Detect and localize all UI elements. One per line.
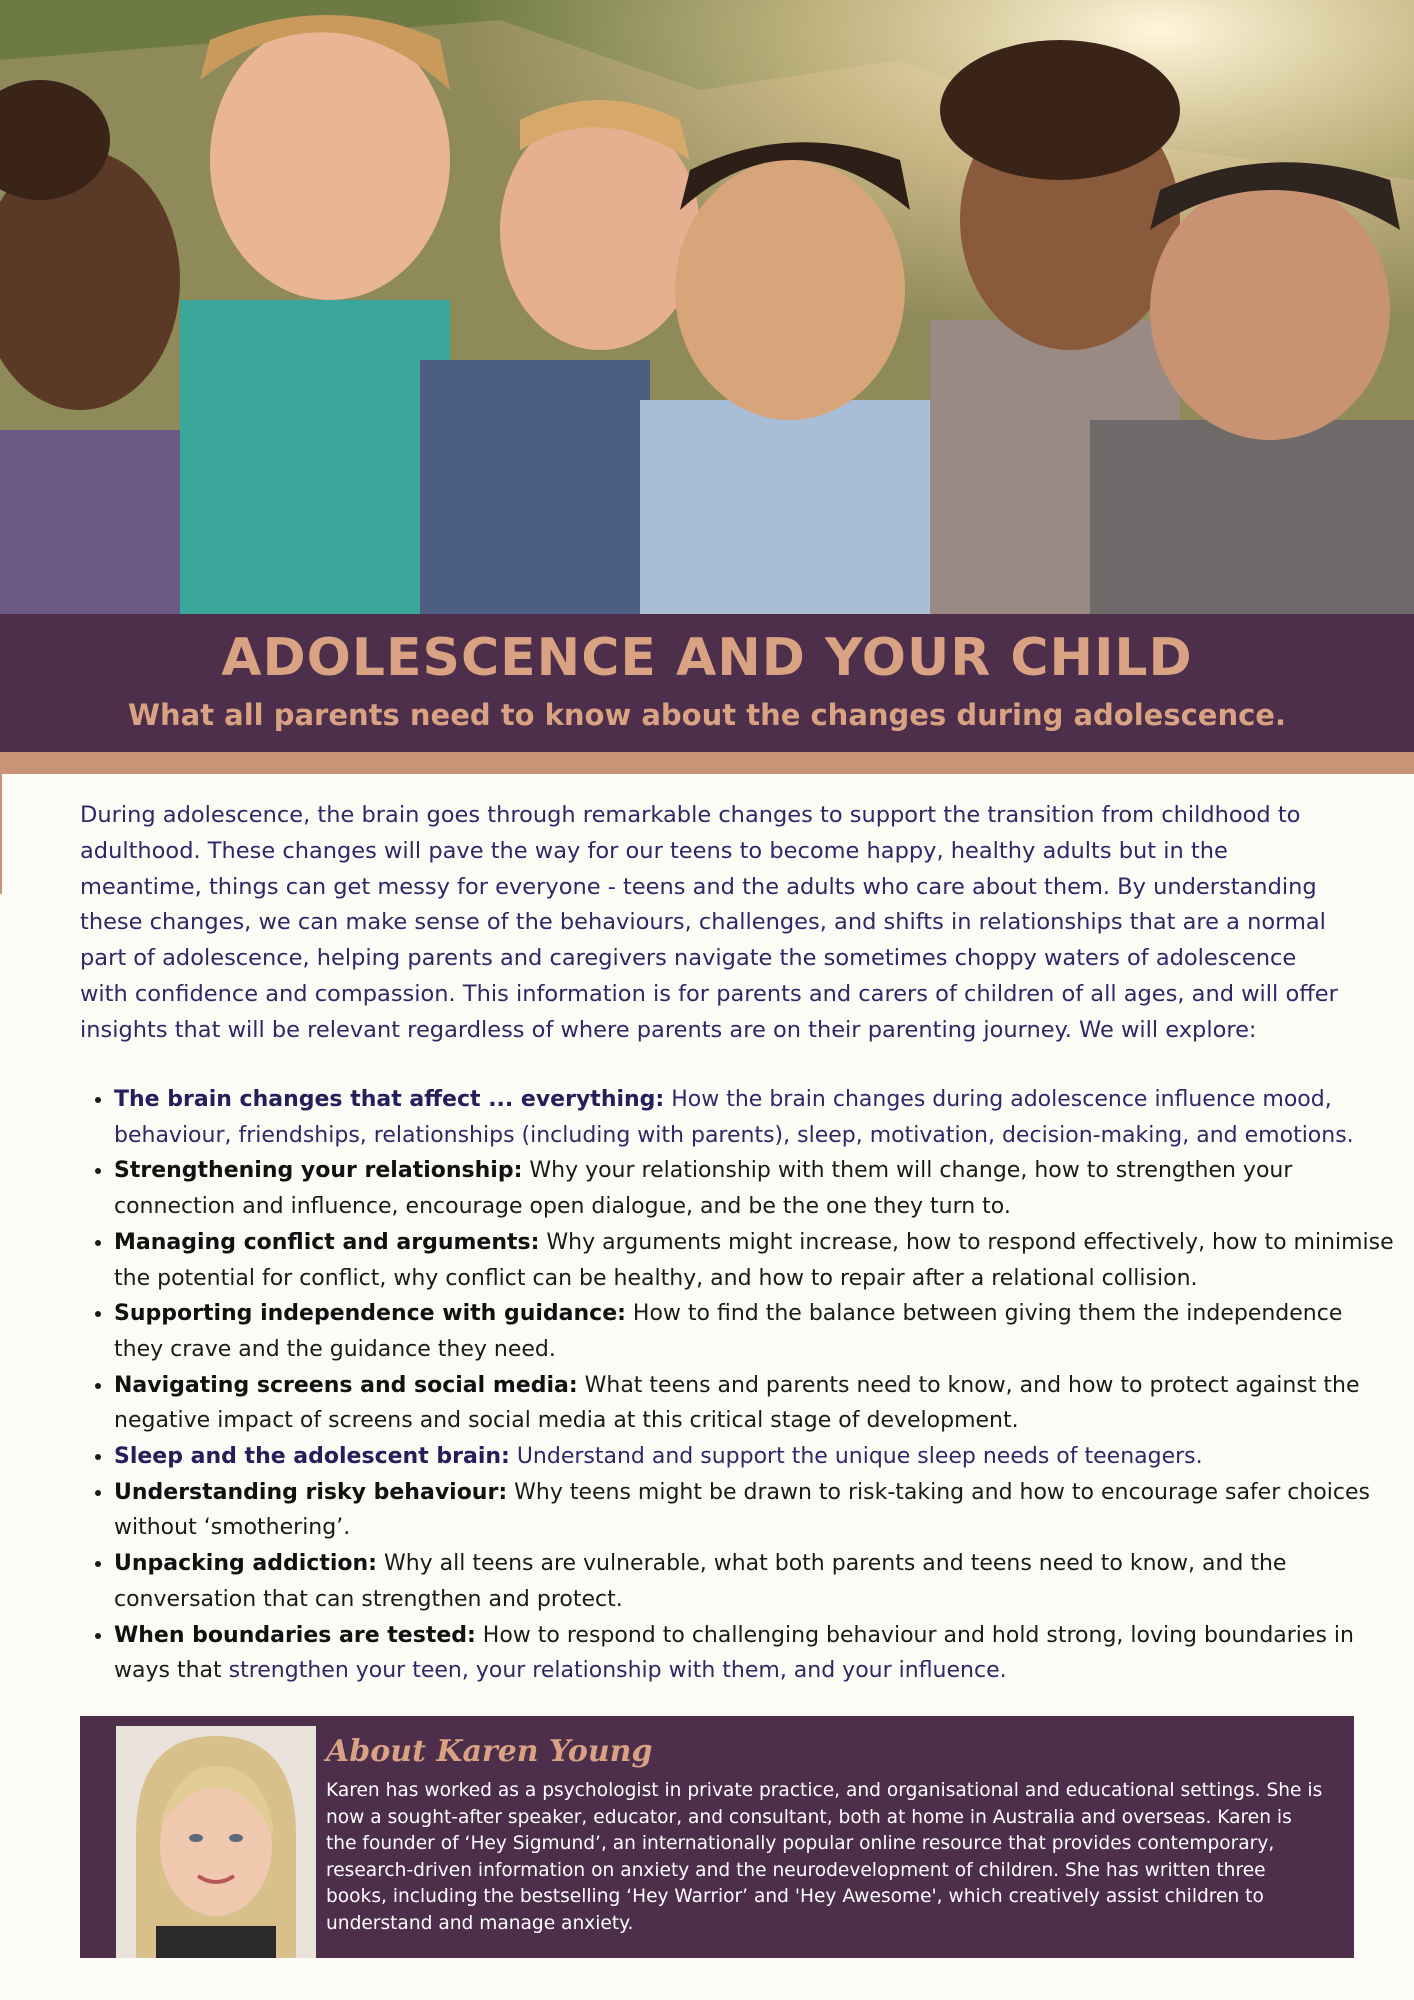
list-item — [114, 1082, 1394, 1153]
author-photo — [116, 1726, 316, 1958]
children-photo-illustration — [0, 0, 1414, 614]
page-subtitle: What all parents need to know about the changes during adolescence. — [128, 698, 1286, 732]
intro-paragraph: During adolescence, the brain goes through remarkable changes to support the transition from childhood to adulthood. These changes will pave the way for our teens to become happy, healthy adults but in the meantime, things can get messy for everyone - teens and the adults who care about them. By understanding these changes, we can make sense of the behaviours, challenges, and shifts in relationships that are a normal part of adolescence, helping parents and caregivers navigate the sometimes choppy waters of adolescence with confidence and compassion. This information is for parents and carers of children of all ages, and will offer insights that will be relevant regardless of where parents are on their parenting journey. We will explore: — [80, 802, 1338, 1043]
page-title: ADOLESCENCE AND YOUR CHILD — [221, 628, 1193, 688]
about-text: Karen has worked as a psychologist in private practice, and organisational and educational settings. She is now a sought-after speaker, educator, and consultant, both at home in Australia and overseas. Karen is the founder of ‘Hey Sigmund’, an internationally popular online resource that provides contemporary, research-driven information on anxiety and the neurodevelopment of children. She has written three books, including the bestselling ‘Hey Warrior’ and 'Hey Awesome', which creatively assist children to understand and manage anxiety. — [326, 1780, 1323, 1934]
list-item-title: Unpacking addiction: — [114, 1551, 377, 1577]
list-item-text: How to respond to challenging behaviour and hold strong, loving boundaries in ways that — [114, 1622, 1354, 1684]
list-item-title: Strengthening your relationship: — [114, 1158, 523, 1184]
list-item-text-highlight: strengthen your teen, your relationship with them, and your influence. — [228, 1658, 1007, 1684]
list-item-title: Navigating screens and social media: — [114, 1372, 578, 1398]
list-item — [114, 1296, 1394, 1367]
about-heading: About Karen Young — [326, 1734, 653, 1769]
list-item-title: Understanding risky behaviour: — [114, 1479, 508, 1505]
about-author-box — [80, 1716, 1354, 1958]
list-item-title: The brain changes that affect ... everything: — [114, 1087, 665, 1112]
list-item-title: Sleep and the adolescent brain: — [114, 1444, 510, 1470]
topics-list — [80, 1082, 1394, 1689]
list-item-title: When boundaries are tested: — [114, 1622, 476, 1648]
list-item — [114, 1153, 1394, 1224]
list-item-text: Why arguments might increase, how to respond effectively, how to minimise the potential for conflict, why conflict can be healthy, and how to repair after a relational collision. — [114, 1229, 1394, 1291]
list-item — [114, 1546, 1394, 1617]
list-item — [114, 1368, 1394, 1439]
list-item-text: What teens and parents need to know, and how to protect against the negative impact of screens and social media at this critical stage of development. — [114, 1372, 1360, 1434]
list-item-text: Why your relationship with them will change, how to strengthen your connection and influence, encourage open dialogue, and be the one they turn to. — [114, 1158, 1293, 1220]
left-accent-line — [0, 774, 2, 894]
list-item-title: Managing conflict and arguments: — [114, 1229, 540, 1255]
intro-section — [80, 798, 1350, 1049]
list-item — [114, 1225, 1394, 1296]
hero-photo — [0, 0, 1414, 614]
list-item-text: How to find the balance between giving them the independence they crave and the guidance they need. — [114, 1301, 1343, 1362]
list-item-title: Supporting independence with guidance: — [114, 1301, 626, 1327]
accent-stripe — [0, 752, 1414, 774]
list-item-text: How the brain changes during adolescence influence mood, behaviour, friendships, relationships (including with parents), sleep, motivation, decision-making, and emotions. — [114, 1087, 1354, 1148]
list-item — [114, 1618, 1394, 1689]
list-item-text: Understand and support the unique sleep needs of teenagers. — [509, 1444, 1203, 1470]
title-banner — [0, 614, 1414, 752]
list-item — [114, 1475, 1394, 1546]
author-portrait-illustration — [116, 1726, 316, 1958]
list-item-text: Why teens might be drawn to risk-taking and how to encourage safer choices without ‘smothering’. — [114, 1479, 1370, 1541]
list-item-text: Why all teens are vulnerable, what both parents and teens need to know, and the conversation that can strengthen and protect. — [114, 1551, 1287, 1612]
list-item — [114, 1439, 1394, 1475]
